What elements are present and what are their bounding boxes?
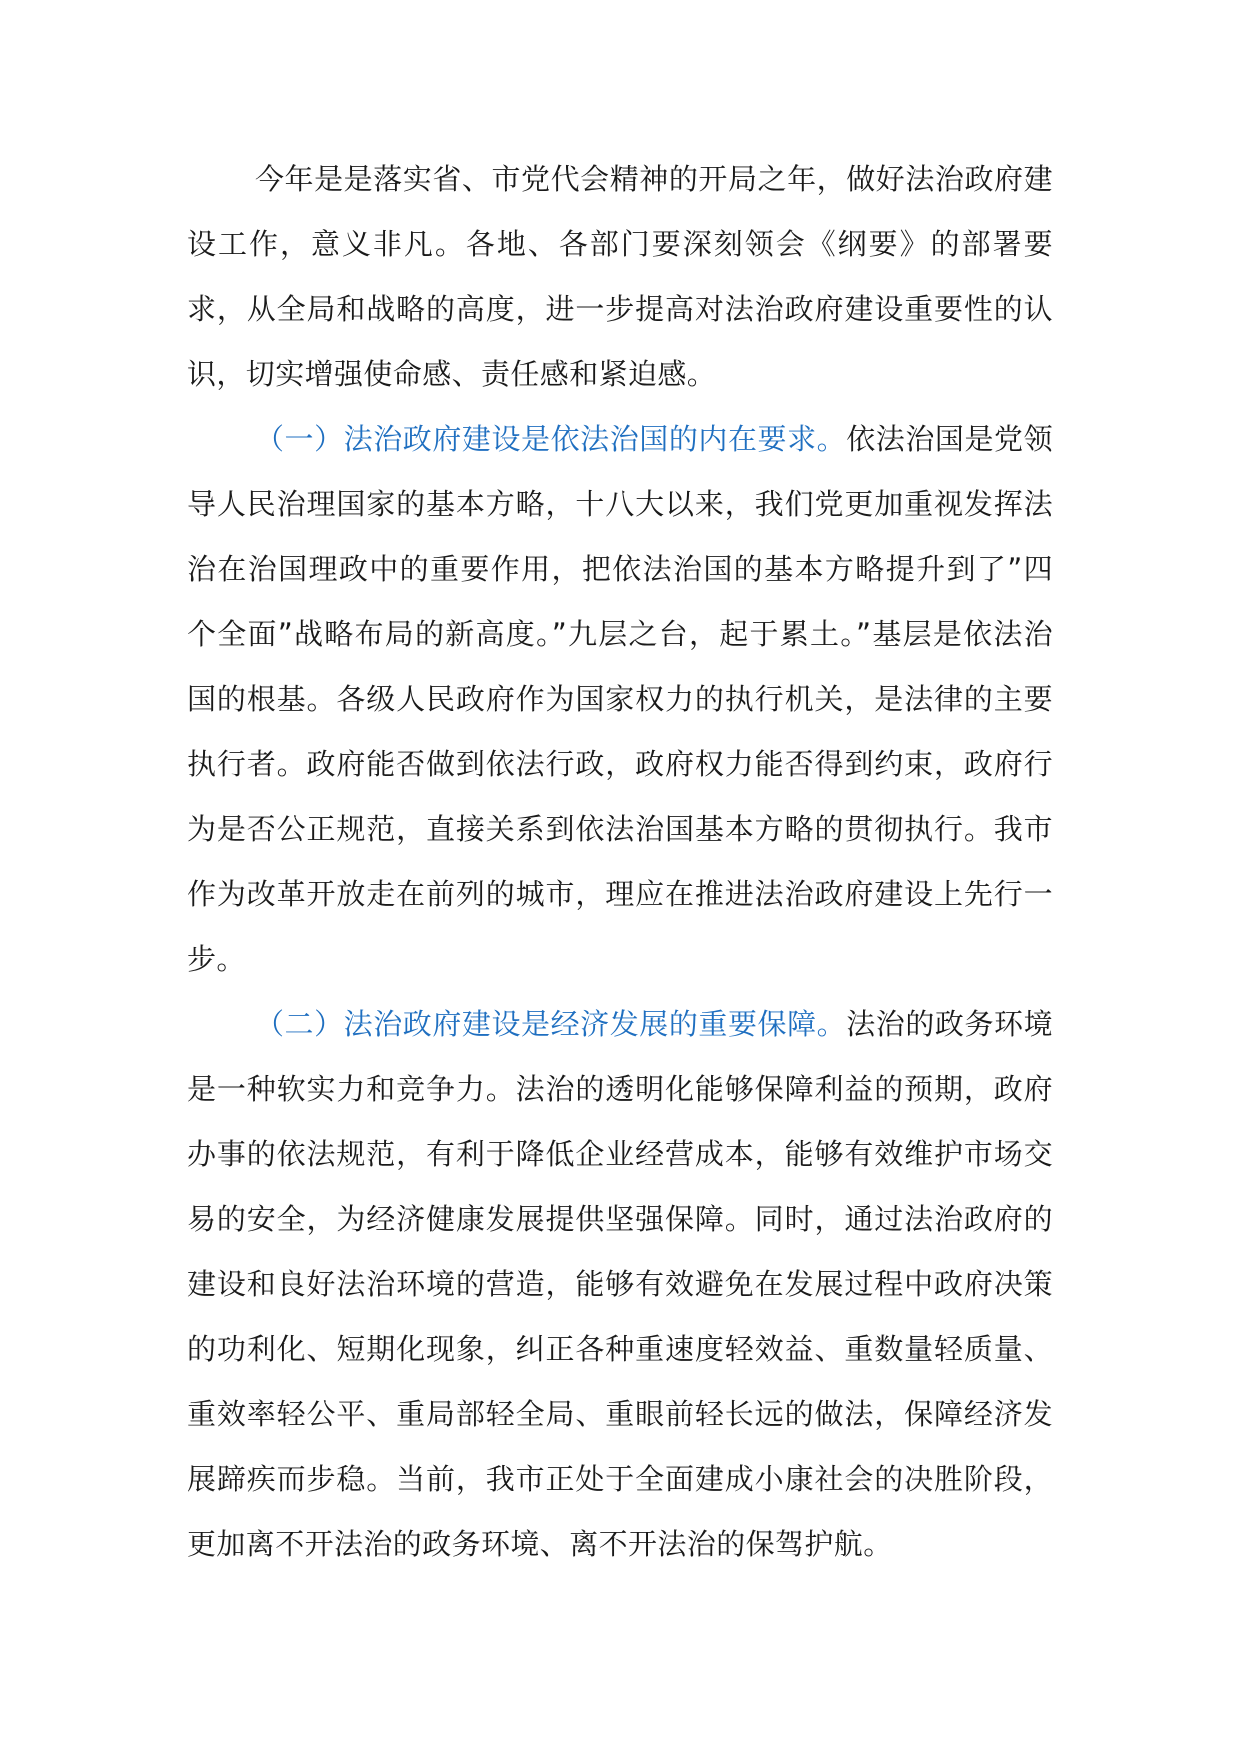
paragraph-intro xyxy=(187,147,1053,407)
paragraph-text: 依法治国是党领导人民治理国家的基本方略，十八大以来，我们党更加重视发挥法治在治国理政中的重要作用，把依法治国的基本方略提升到了”四个全面”战略布局的新高度。”九层之台，起于累土。”基层是依法治国的根基。各级人民政府作为国家权力的执行机关，是法律的主要执行者。政府能否做到依法行政，政府权力能否得到约束，政府行为是否公正规范，直接关系到依法治国基本方略的贯彻执行。我市作为改革开放走在前列的城市，理应在推进法治政府建设上先行一步。 xyxy=(187,422,1054,976)
section-heading: （二）法治政府建设是经济发展的重要保障。 xyxy=(255,1007,847,1041)
paragraph-text: 法治的政务环境是一种软实力和竞争力。法治的透明化能够保障利益的预期，政府办事的依法规范，有利于降低企业经营成本，能够有效维护市场交易的安全，为经济健康发展提供坚强保障。同时，通过法治政府的建设和良好法治环境的营造，能够有效避免在发展过程中政府决策的功利化、短期化现象，纠正各种重速度轻效益、重数量轻质量、重效率轻公平、重局部轻全局、重眼前轻长远的做法，保障经济发展蹄疾而步稳。当前，我市正处于全面建成小康社会的决胜阶段，更加离不开法治的政务环境、离不开法治的保驾护航。 xyxy=(187,1007,1053,1561)
paragraph-section-2 xyxy=(187,992,1053,1577)
paragraph-section-1 xyxy=(187,407,1053,992)
section-heading: （一）法治政府建设是依法治国的内在要求。 xyxy=(255,422,847,456)
document-page xyxy=(187,147,1053,1577)
paragraph-text: 今年是是落实省、市党代会精神的开局之年，做好法治政府建设工作，意义非凡。各地、各部门要深刻领会《纲要》的部署要求，从全局和战略的高度，进一步提高对法治政府建设重要性的认识，切实增强使命感、责任感和紧迫感。 xyxy=(187,162,1053,391)
